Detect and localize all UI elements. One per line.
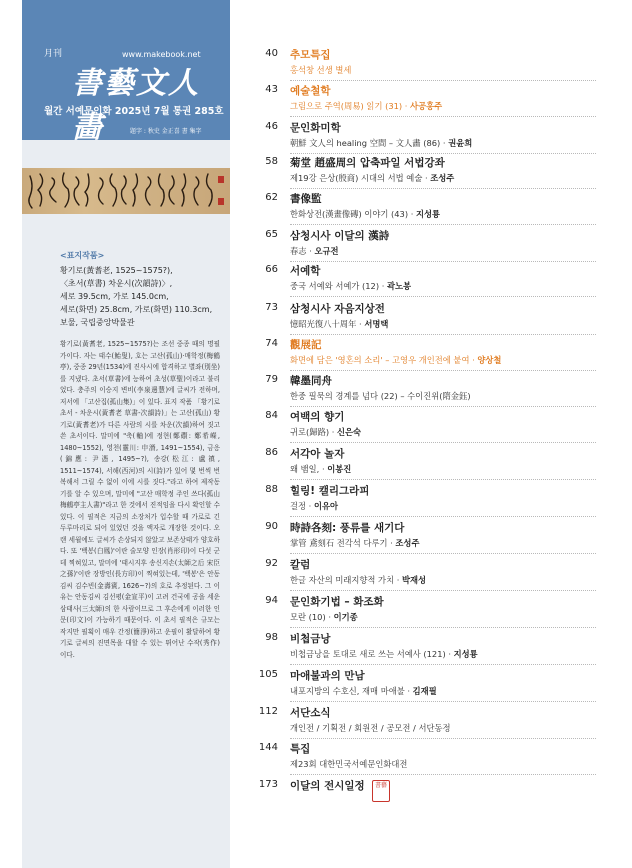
toc-author: 이유아	[313, 501, 338, 511]
toc-author: 양상철	[477, 355, 502, 365]
cover-artwork-image	[22, 168, 230, 214]
toc-page: 74	[265, 338, 278, 349]
toc-author: 사공홍주	[410, 101, 443, 111]
toc-author: 조성주	[430, 173, 455, 183]
toc-page: 62	[265, 192, 278, 203]
toc-title: 비첩금낭	[290, 633, 331, 645]
divider	[290, 553, 596, 554]
toc-page: 98	[265, 632, 278, 643]
toc-page: 79	[265, 374, 278, 385]
toc-subtitle: 모란 (10) · 이기종	[290, 612, 358, 622]
toc-page: 105	[258, 669, 278, 680]
toc-subtitle: 憶昭光復八十周年 · 서명택	[290, 319, 389, 329]
divider	[290, 370, 596, 371]
toc-subtitle: 개인전 / 기획전 / 회원전 / 공모전 / 서단동정	[290, 723, 451, 733]
toc-page: 90	[265, 521, 278, 532]
divider	[290, 479, 596, 480]
divider	[290, 153, 596, 154]
divider	[290, 627, 596, 628]
toc-subtitle: 朝鮮 文人의 healing 空間 – 文人畵 (86) · 권윤희	[290, 138, 473, 148]
toc-page: 40	[265, 48, 278, 59]
toc-title: 여백의 향기	[290, 411, 345, 423]
cover-meta-line: 세로 39.5cm, 가로 145.0cm,	[60, 292, 169, 301]
toc-title: 時詩各刻: 풍류를 새기다	[290, 522, 405, 534]
divider	[290, 442, 596, 443]
toc-author: 오규전	[314, 246, 339, 256]
toc-subtitle: 왜 뱀일, · 이봉진	[290, 464, 352, 474]
cover-meta-line: 황기로(黃耆老, 1525~1575?),	[60, 266, 173, 275]
toc-subtitle: 중국 서예와 서예가 (12) · 곽노봉	[290, 281, 412, 291]
toc-subtitle: 홍석창 선생 별세	[290, 65, 352, 75]
toc-subtitle: 내포지방의 수호신, 재매 마애불 · 김재필	[290, 686, 437, 696]
cover-label: <표지작품>	[60, 251, 105, 260]
toc-page: 84	[265, 410, 278, 421]
toc-author: 박재성	[402, 575, 427, 585]
toc-title: 서예학	[290, 265, 321, 277]
toc-page: 173	[258, 779, 278, 790]
cover-description	[60, 250, 220, 661]
toc-subtitle: 掌管 鳶刻石 전각석 다루기 · 조성주	[290, 538, 420, 548]
toc-page: 66	[265, 264, 278, 275]
toc-title: 書像監	[290, 193, 322, 205]
toc-subtitle: 한중 필묵의 경계를 넘다 (22) – 수이진위(隋金鈺)	[290, 391, 471, 401]
toc-title: 예술철학	[290, 85, 331, 97]
toc-title: 문인화미학	[290, 122, 341, 134]
toc-title: 힐링! 캘리그라피	[290, 485, 370, 497]
divider	[290, 296, 596, 297]
toc-author: 이기종	[333, 612, 358, 622]
divider	[290, 738, 596, 739]
toc-subtitle: 제23회 대한민국서예문인화대전	[290, 759, 408, 769]
toc-title: 삼청시사 자음지상전	[290, 303, 385, 315]
toc-page: 144	[258, 742, 278, 753]
divider	[290, 406, 596, 407]
toc-subtitle: 걸정 · 이유아	[290, 501, 338, 511]
cover-body-text: 황기로(黃耆老, 1525~1575?)는 조선 중종 때의 명필가이다. 자는 태수(鮐叟), 호는 고산(孤山)·매학정(梅鶴亭), 중종 29년(1534)에 진사시에 합격하고 별좌(別坐)를 지냈다. 초서(草書)에 능하여 초성(草聖)이라고 불리었다. 충주의 이승지 변비(李泉邊慧)에 글씨가 전하며, 저서에 「고산집(孤山集)」이 있다. 표지 작품 「황기로 초서 - 차운시(黃耆老 草書-次韻詩)」는 고산(孤山) 황기로(黃耆老)가 다른 사람의 시를 차운(次韻)하여 짓고 쓴 초서이다. 말미에 "축(軸)에 정현(鄭礥: 鄭希嶸, 1480~1552), 영천(靈川: 申潛, 1491~1554), 금응(錦應: 尹憑, 1495~?), 송강(松江: 盧禛, 1511~1574), 서해(西河)의 시(詩)가 있어 몇 번씩 번복해서 그릴 수 없이 이에 시를 짓다."라고 하여 제작동기를 알 수 있으며, 말미에 "고산 매학정 주인 쓰다(孤山梅鶴亭主人書)"라고 한 것에서 진적임을 다시 확인할 수 있다. 이 필적은 지금의 소장처가 입수할 때 가로로 긴 두루마리로 되어 있었던 것을 액자로 개장한 것이다. 오랜 세월에도 글씨가 손상되지 않았고 보존상태가 양호하다. 또 '백봉(白鳳)'이란 술모양 인장(肖形印)이 다섯 군데 찍혀있고, 말미에 '태시지후 송신지손(太師之后 宋臣之孫)'이란 장방인(長方印)이 찍혀있는데, '백봉'은 안동김씨 김수빈(金壽賓, 1626~?)의 호로 추정된다. 그 이유는 안동김씨 김선평(金宣平)이 고려 건국에 공을 세운 삼태사(三太師)의 한 사람이므로 그 후손에게 이러한 인문(印文)이 가능하기 때문이다. 이 초서 필적은 규모는 작지만 필획이 매우 간정(簡淨)하고 운필이 활달하여 황기로 글씨의 진면목을 대할 수 있는 뛰어난 수작(秀作)이다.	[60, 340, 220, 659]
toc-title: 마애불과의 만남	[290, 670, 365, 682]
toc-title: 韓墨同舟	[290, 375, 332, 387]
toc-page: 65	[265, 229, 278, 240]
divider	[290, 224, 596, 225]
toc-subtitle: 제19강 은상(殷商) 시대의 서법 예술 · 조성주	[290, 173, 455, 183]
toc-page: 58	[265, 156, 278, 167]
toc-page: 73	[265, 302, 278, 313]
toc-title: 서단소식	[290, 707, 331, 719]
cover-meta	[60, 264, 220, 329]
toc-title: 菊堂 趙盛周의 압축파일 서법강좌	[290, 157, 445, 169]
divider	[290, 664, 596, 665]
divider	[290, 774, 596, 775]
divider	[290, 261, 596, 262]
issue-line: 월간 서예문인화 2025년 7월 통권 285호	[44, 106, 224, 117]
cover-meta-line: 보물, 국립중앙박물관	[60, 318, 135, 327]
monthly-label: 月刊	[44, 49, 63, 59]
divider	[290, 701, 596, 702]
toc-page: 43	[265, 84, 278, 95]
toc-author: 조성주	[395, 538, 420, 548]
toc-subtitle: 화면에 담은 '영혼의 소리' – 고영우 개인전에 붙여 · 양상철	[290, 355, 502, 365]
divider	[290, 188, 596, 189]
magazine-title: 書藝文人畵	[72, 66, 200, 145]
toc-author: 신은숙	[337, 427, 362, 437]
toc-author: 지성룡	[453, 649, 478, 659]
toc-subtitle: 귀로(歸路) · 신은숙	[290, 427, 362, 437]
toc-author: 김재필	[412, 686, 437, 696]
toc-subtitle: 春志 · 오규전	[290, 246, 339, 256]
divider	[290, 80, 596, 81]
toc-page: 92	[265, 558, 278, 569]
toc-title: 觀展記	[290, 339, 322, 351]
toc-subtitle: 한화상전(漢畫像磚) 이야기 (43) · 지성룡	[290, 209, 441, 219]
masthead	[22, 0, 230, 145]
toc-title: 추모특집	[290, 49, 331, 61]
toc-author: 곽노봉	[386, 281, 412, 291]
toc-author: 지성룡	[416, 209, 441, 219]
toc-title: 이달의 전시일정	[290, 780, 365, 792]
toc-title: 삼청시사 이달의 漢詩	[290, 230, 390, 242]
calligraphy-scroll-icon	[22, 168, 230, 214]
website-url[interactable]: www.makebook.net	[122, 50, 201, 59]
divider	[290, 334, 596, 335]
cover-meta-line: 〈초서(草書) 차운시(次韻詩)〉,	[60, 279, 173, 288]
divider	[290, 116, 596, 117]
toc-author: 이봉진	[327, 464, 352, 474]
toc-page: 86	[265, 447, 278, 458]
toc-title: 서각아 놀자	[290, 448, 345, 460]
cover-meta-line: 세로(화면) 25.8cm, 가로(화면) 110.3cm,	[60, 305, 213, 314]
divider	[290, 590, 596, 591]
title-credit: 題字 : 秋史 金正喜 書 集字	[130, 128, 202, 135]
divider	[290, 516, 596, 517]
toc-title: 칼럼	[290, 559, 311, 571]
toc-page: 112	[258, 706, 278, 717]
toc-title: 특집	[290, 743, 311, 755]
toc-page: 46	[265, 121, 278, 132]
toc-subtitle: 그림으로 주역(周易) 읽기 (31) · 사공홍주	[290, 101, 443, 111]
toc-subtitle: 한글 자산의 미래지향적 가치 · 박재성	[290, 575, 427, 585]
toc-title: 문인화기법 – 화조화	[290, 596, 384, 608]
seal-stamp-icon: 書藝	[372, 780, 390, 802]
toc-author: 권윤희	[448, 138, 473, 148]
toc-subtitle: 비첩금낭을 토대로 새로 쓰는 서예사 (121) · 지성룡	[290, 649, 478, 659]
toc-page: 88	[265, 484, 278, 495]
toc-page: 94	[265, 595, 278, 606]
toc-author: 서명택	[364, 319, 389, 329]
